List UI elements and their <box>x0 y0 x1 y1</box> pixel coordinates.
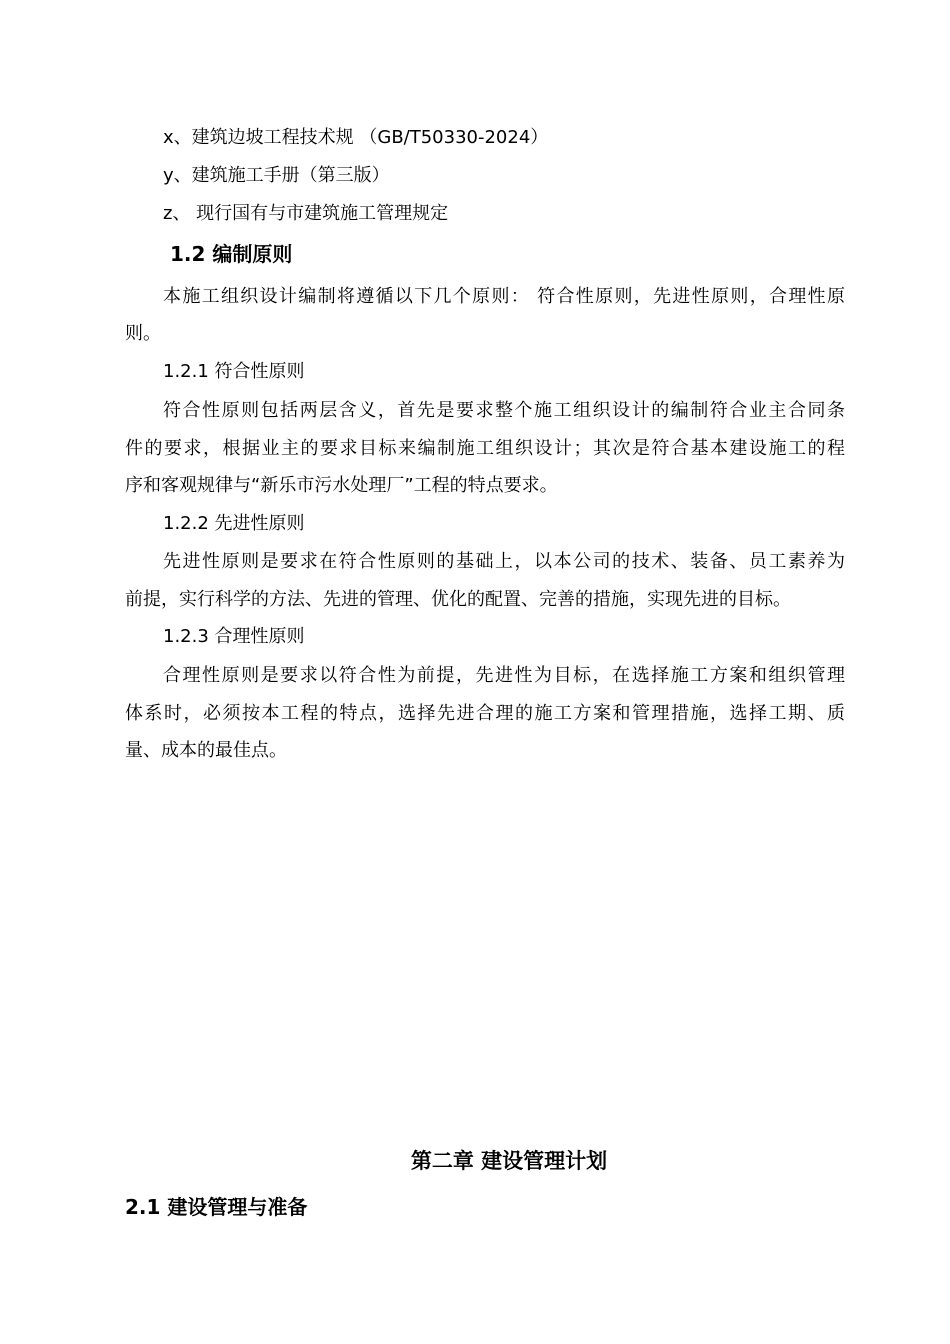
subsection-heading-1-2-2: 1.2.2 先进性原则 <box>163 513 305 534</box>
paragraph-line: 前提，实行科学的方法、先进的管理、优化的配置、完善的措施，实现先进的目标。 <box>125 589 791 610</box>
paragraph-line: 合理性原则是要求以符合性为前提，先进性为目标，在选择施工方案和组织管理 <box>163 665 845 686</box>
paragraph-intro-line: 本施工组织设计编制将遵循以下几个原则： 符合性原则，先进性原则，合理性原 <box>163 286 845 307</box>
paragraph-line: 体系时，必须按本工程的特点，选择先进合理的施工方案和管理措施，选择工期、质 <box>125 703 845 724</box>
paragraph-intro-line: 则。 <box>125 323 161 344</box>
paragraph-line: 先进性原则是要求在符合性原则的基础上，以本公司的技术、装备、员工素养为 <box>163 551 845 572</box>
paragraph-line: 序和客观规律与“新乐市污水处理厂”工程的特点要求。 <box>125 475 558 496</box>
reference-item-y: y、建筑施工手册（第三版） <box>163 165 390 186</box>
subsection-heading-1-2-3: 1.2.3 合理性原则 <box>163 626 305 647</box>
chapter-title: 第二章 建设管理计划 <box>410 1149 608 1173</box>
paragraph-line: 量、成本的最佳点。 <box>125 740 287 761</box>
section-heading-2-1: 2.1 建设管理与准备 <box>125 1195 308 1219</box>
reference-item-z: z、 现行国有与市建筑施工管理规定 <box>163 203 449 224</box>
subsection-heading-1-2-1: 1.2.1 符合性原则 <box>163 361 305 382</box>
paragraph-line: 符合性原则包括两层含义，首先是要求整个施工组织设计的编制符合业主合同条 <box>163 400 845 421</box>
reference-item-x: x、建筑边坡工程技术规 （GB/T50330-2024） <box>163 127 549 148</box>
section-heading-1-2: 1.2 编制原则 <box>170 242 293 266</box>
paragraph-line: 件的要求，根据业主的要求目标来编制施工组织设计；其次是符合基本建设施工的程 <box>125 438 845 459</box>
